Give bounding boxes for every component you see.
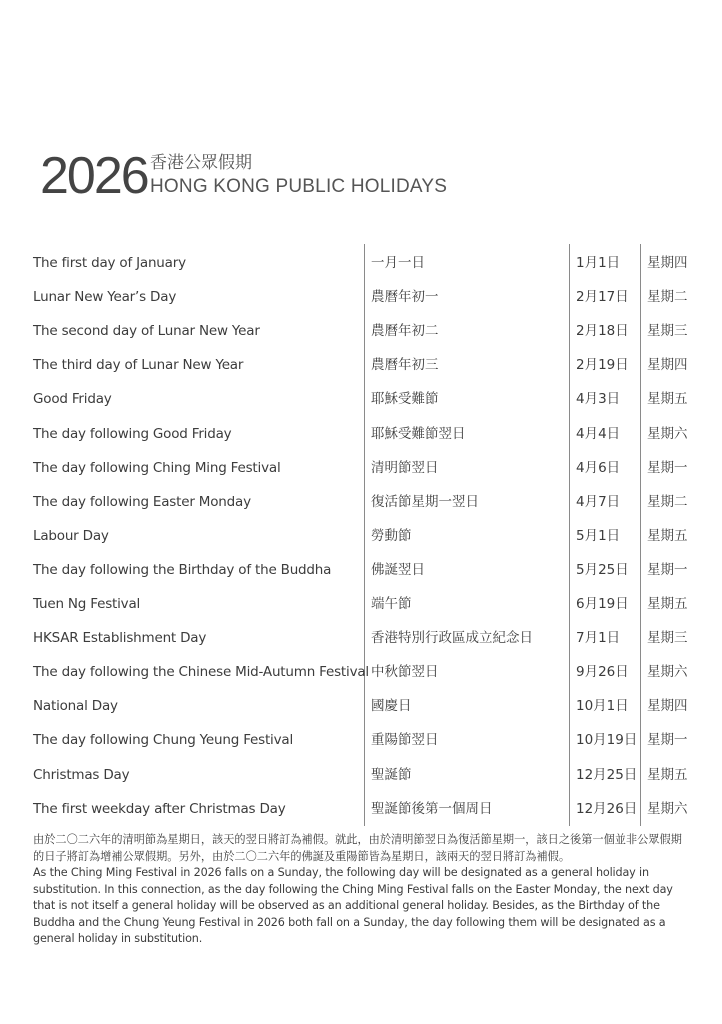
table-row xyxy=(0,553,722,587)
holiday-name-en: The day following the Chinese Mid-Autumn Festival xyxy=(33,664,369,681)
holiday-name-zh: 農曆年初二 xyxy=(371,323,439,340)
holiday-weekday: 星期六 xyxy=(647,664,688,681)
holiday-date: 4月6日 xyxy=(576,459,621,476)
page-header xyxy=(40,148,460,208)
holiday-date: 2月17日 xyxy=(576,289,629,306)
holiday-weekday: 星期一 xyxy=(647,561,688,578)
holiday-weekday: 星期四 xyxy=(647,698,688,715)
table-row xyxy=(0,689,722,723)
holiday-name-en: The first day of January xyxy=(33,255,186,271)
holiday-name-en: The day following Good Friday xyxy=(33,425,232,442)
holiday-name-en: The first weekday after Christmas Day xyxy=(33,800,286,817)
footnote-chinese: 由於二〇二六年的清明節為星期日，該天的翌日將訂為補假。就此，由於清明節翌日為復活節星期一，該日之後第一個並非公眾假期的日子將訂為增補公眾假期。另外，由於二〇二六年的佛誕及重陽節皆為星期日，該兩天的翌日將訂為補假。 xyxy=(33,833,682,863)
holiday-date: 9月26日 xyxy=(576,664,629,681)
holiday-name-zh: 香港特別行政區成立紀念日 xyxy=(371,630,533,647)
holiday-weekday: 星期四 xyxy=(647,255,688,271)
holiday-weekday: 星期一 xyxy=(647,732,688,749)
footnote-english: As the Ching Ming Festival in 2026 falls on a Sunday, the following day will be designated as a general holiday in substitution. In this connection, as the day following the Ching Ming Festival falls on the Easter Monday, the next day that is not itself a general holiday will be observed as an additional general holiday. Besides, as the Birthday of the Buddha and the Chung Yeung Festival in 2026 both fall on a Sunday, the day following them will be designated as a general holiday in substitution. xyxy=(33,866,673,945)
holiday-weekday: 星期三 xyxy=(647,630,688,647)
holiday-date: 5月1日 xyxy=(576,527,621,544)
holiday-weekday: 星期二 xyxy=(647,289,688,306)
table-row xyxy=(0,587,722,621)
holiday-name-zh: 端午節 xyxy=(371,596,412,612)
holiday-date: 4月4日 xyxy=(576,425,621,442)
holiday-name-zh: 農曆年初一 xyxy=(371,289,439,306)
table-row xyxy=(0,655,722,689)
holiday-name-zh: 中秋節翌日 xyxy=(371,664,439,681)
holiday-date: 2月18日 xyxy=(576,323,629,340)
table-row xyxy=(0,451,722,485)
table-row xyxy=(0,723,722,757)
holiday-name-en: Lunar New Year’s Day xyxy=(33,289,177,306)
table-row xyxy=(0,382,722,416)
holiday-weekday: 星期六 xyxy=(647,800,688,817)
holiday-name-zh: 聖誕節後第一個周日 xyxy=(371,800,493,817)
holiday-weekday: 星期四 xyxy=(647,357,688,374)
holiday-weekday: 星期五 xyxy=(647,766,688,783)
holiday-name-en: The day following the Birthday of the Buddha xyxy=(33,561,332,578)
holiday-weekday: 星期五 xyxy=(647,527,688,544)
title-english: HONG KONG PUBLIC HOLIDAYS xyxy=(150,176,448,197)
holiday-name-en: The day following Chung Yeung Festival xyxy=(33,732,294,749)
holiday-name-en: National Day xyxy=(33,698,118,715)
holiday-name-zh: 農曆年初三 xyxy=(371,357,439,374)
holiday-name-en: The day following Easter Monday xyxy=(33,493,251,510)
holiday-date: 10月19日 xyxy=(576,732,638,749)
holiday-date: 4月3日 xyxy=(576,391,621,408)
holiday-name-en: Tuen Ng Festival xyxy=(33,596,141,612)
holiday-name-en: The day following Ching Ming Festival xyxy=(33,459,281,476)
holiday-date: 5月25日 xyxy=(576,561,629,578)
holiday-weekday: 星期五 xyxy=(647,596,688,612)
holiday-weekday: 星期三 xyxy=(647,323,688,340)
holiday-date: 12月25日 xyxy=(576,766,638,783)
holiday-name-zh: 耶穌受難節 xyxy=(371,391,439,408)
table-row xyxy=(0,485,722,519)
holiday-weekday: 星期六 xyxy=(647,425,688,442)
holiday-date: 7月1日 xyxy=(576,630,621,647)
holiday-name-zh: 佛誕翌日 xyxy=(371,561,425,578)
holiday-name-zh: 國慶日 xyxy=(371,698,412,715)
holiday-name-zh: 勞動節 xyxy=(371,527,412,544)
year-title: 2026 xyxy=(40,147,148,205)
holiday-name-zh: 耶穌受難節翌日 xyxy=(371,425,466,442)
footnote xyxy=(33,832,693,948)
holiday-weekday: 星期二 xyxy=(647,493,688,510)
table-row xyxy=(0,792,722,826)
holiday-name-zh: 重陽節翌日 xyxy=(371,732,439,749)
table-row xyxy=(0,246,722,280)
holiday-weekday: 星期一 xyxy=(647,459,688,476)
table-row xyxy=(0,280,722,314)
holiday-name-en: The third day of Lunar New Year xyxy=(33,357,244,374)
holiday-weekday: 星期五 xyxy=(647,391,688,408)
holiday-name-zh: 復活節星期一翌日 xyxy=(371,493,479,510)
holiday-name-en: The second day of Lunar New Year xyxy=(33,323,260,340)
holiday-date: 6月19日 xyxy=(576,596,629,612)
table-row xyxy=(0,621,722,655)
table-row xyxy=(0,314,722,348)
holiday-name-en: HKSAR Establishment Day xyxy=(33,630,207,647)
holiday-date: 10月1日 xyxy=(576,698,629,715)
table-row xyxy=(0,519,722,553)
holiday-date: 2月19日 xyxy=(576,357,629,374)
holiday-name-en: Good Friday xyxy=(33,391,112,408)
holiday-name-zh: 清明節翌日 xyxy=(371,459,439,476)
holiday-name-en: Christmas Day xyxy=(33,766,130,783)
table-row xyxy=(0,417,722,451)
table-row xyxy=(0,348,722,382)
holiday-name-en: Labour Day xyxy=(33,527,109,544)
holiday-date: 1月1日 xyxy=(576,255,621,271)
table-row xyxy=(0,758,722,792)
holiday-date: 4月7日 xyxy=(576,493,621,510)
title-chinese: 香港公眾假期 xyxy=(150,153,252,173)
holiday-date: 12月26日 xyxy=(576,800,638,817)
holiday-table xyxy=(0,244,722,826)
holiday-name-zh: 聖誕節 xyxy=(371,766,412,783)
holiday-name-zh: 一月一日 xyxy=(371,255,425,271)
